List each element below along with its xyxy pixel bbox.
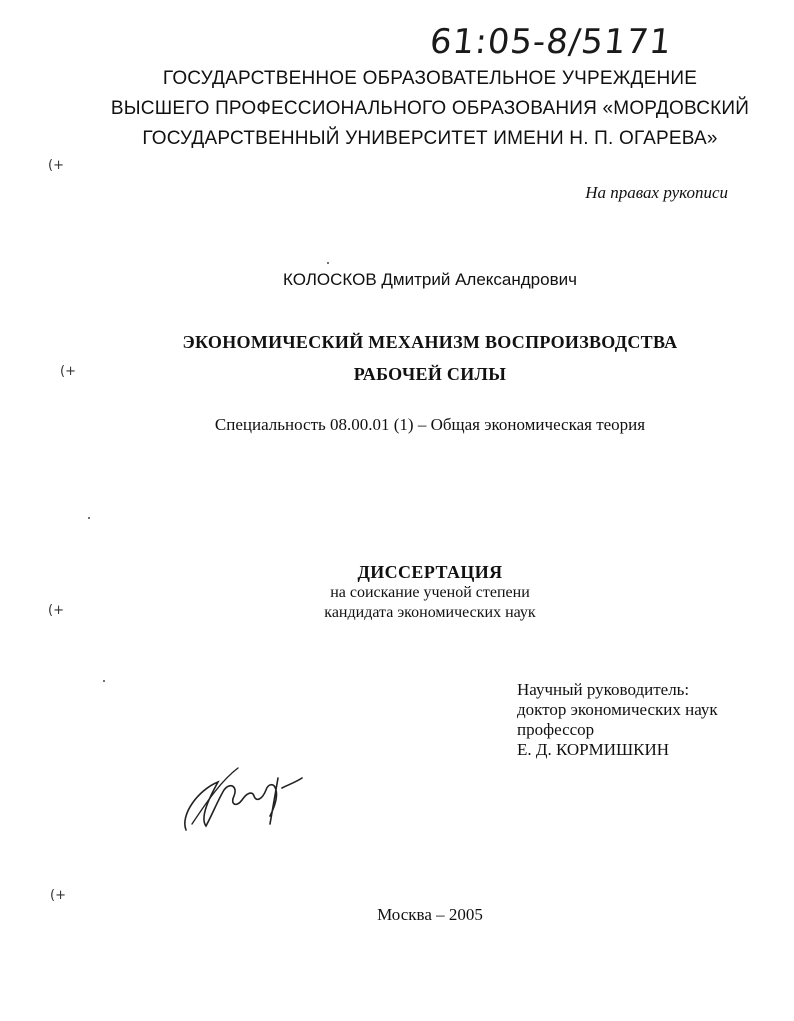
scan-speck	[327, 262, 329, 264]
manuscript-rights-note: На правах рукописи	[585, 183, 728, 202]
margin-mark: (+	[48, 603, 64, 618]
degree-line-2: кандидата экономических наук	[324, 604, 536, 621]
institution-line-2: ВЫСШЕГО ПРОФЕССИОНАЛЬНОГО ОБРАЗОВАНИЯ «МОРДОВСКИЙ	[110, 98, 750, 119]
author-signature	[178, 760, 318, 840]
institution-line-3: ГОСУДАРСТВЕННЫЙ УНИВЕРСИТЕТ ИМЕНИ Н. П. ОГАРЕВА»	[142, 128, 718, 149]
supervisor-block	[517, 680, 757, 760]
title-line-2: РАБОЧЕЙ СИЛЫ	[353, 364, 507, 384]
supervisor-rank: профессор	[517, 720, 595, 739]
scan-speck	[103, 680, 105, 682]
specialty-line: Специальность 08.00.01 (1) – Общая экономическая теория	[214, 415, 646, 434]
supervisor-label: Научный руководитель:	[517, 680, 690, 699]
scan-speck	[88, 517, 90, 519]
dissertation-title	[100, 326, 760, 390]
city-year: Москва – 2005	[377, 905, 483, 924]
author-name: КОЛОСКОВ Дмитрий Александрович	[283, 270, 577, 289]
margin-mark: (+	[48, 158, 64, 173]
archive-number-handwritten: 61:05-8/5171	[427, 22, 674, 62]
supervisor-degree: доктор экономических наук	[517, 700, 718, 719]
margin-mark: (+	[50, 888, 66, 903]
supervisor-name: Е. Д. КОРМИШКИН	[517, 740, 670, 759]
degree-description	[100, 583, 760, 623]
institution-line-1: ГОСУДАРСТВЕННОЕ ОБРАЗОВАТЕЛЬНОЕ УЧРЕЖДЕНИЕ	[162, 68, 698, 89]
degree-line-1: на соискание ученой степени	[330, 584, 530, 601]
institution-header	[100, 64, 760, 154]
margin-mark: (+	[60, 364, 76, 379]
document-type: ДИССЕРТАЦИЯ	[357, 562, 503, 582]
title-line-1: ЭКОНОМИЧЕСКИЙ МЕХАНИЗМ ВОСПРОИЗВОДСТВА	[182, 332, 678, 352]
